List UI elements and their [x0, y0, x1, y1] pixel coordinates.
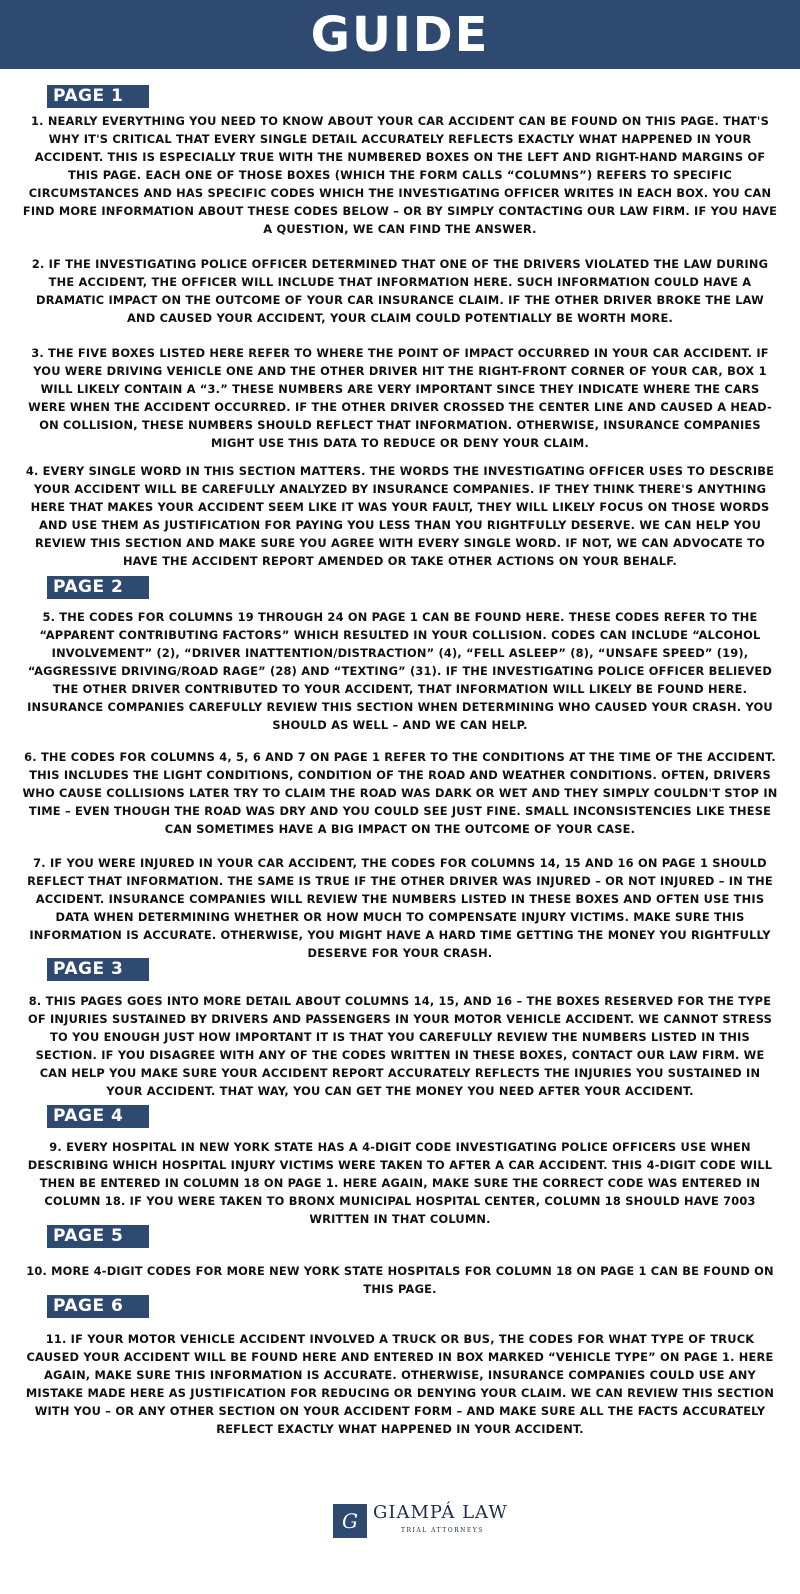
- giampa-law-logo: [333, 1502, 508, 1542]
- paragraph-6: 6. THE CODES FOR COLUMNS 4, 5, 6 AND 7 ON PAGE 1 REFER TO THE CONDITIONS AT THE TIME OF THE ACCIDENT. THIS INCLUDES THE LIGHT CONDITIONS, CONDITION OF THE ROAD AND WEATHER CONDITIONS. OFTEN, DRIVERS WHO CAUSE COLLISIONS LATER TRY TO CLAIM THE ROAD WAS DARK OR WET AND THEY SIMPLY COULDN'T STOP IN TIME – EVEN THOUGH THE ROAD WAS DRY AND YOU COULD SEE JUST FINE. SMALL INCONSISTENCIES LIKE THESE CAN SOMETIMES HAVE A BIG IMPACT ON THE OUTCOME OF YOUR CASE.: [22, 750, 778, 836]
- guide-header: [0, 0, 800, 69]
- paragraph-11: 11. IF YOUR MOTOR VEHICLE ACCIDENT INVOLVED A TRUCK OR BUS, THE CODES FOR WHAT TYPE OF TRUCK CAUSED YOUR ACCIDENT WILL BE FOUND HERE AND ENTERED IN BOX MARKED “VEHICLE TYPE” ON PAGE 1. HERE AGAIN, MAKE SURE THIS INFORMATION IS ACCURATE. OTHERWISE, INSURANCE COMPANIES COULD USE ANY MISTAKE MADE HERE AS JUSTIFICATION FOR REDUCING OR DENYING YOUR CLAIM. WE CAN REVIEW THIS SECTION WITH YOU – OR ANY OTHER SECTION ON YOUR ACCIDENT FORM – AND MAKE SURE ALL THE FACTS ACCURATELY REFLECT EXACTLY WHAT HAPPENED IN YOUR ACCIDENT.: [25, 1332, 775, 1436]
- paragraph-5: 5. THE CODES FOR COLUMNS 19 THROUGH 24 ON PAGE 1 CAN BE FOUND HERE. THESE CODES REFER TO THE “APPARENT CONTRIBUTING FACTORS” WHICH RESULTED IN YOUR COLLISION. CODES CAN INCLUDE “ALCOHOL INVOLVEMENT” (2), “DRIVER INATTENTION/DISTRACTION” (4), “FELL ASLEEP” (8), “UNSAFE SPEED” (19), “AGGRESSIVE DRIVING/ROAD RAGE” (28) AND “TEXTING” (31). IF THE INVESTIGATING POLICE OFFICER BELIEVED THE OTHER DRIVER CONTRIBUTED TO YOUR ACCIDENT, THAT INFORMATION WILL LIKELY BE FOUND HERE. INSURANCE COMPANIES CAREFULLY REVIEW THIS SECTION WHEN DETERMINING WHO CAUSED YOUR CRASH. YOU SHOULD AS WELL – AND WE CAN HELP.: [27, 610, 773, 732]
- section-label-page-3: PAGE 3: [47, 958, 149, 981]
- section-label-page-6: PAGE 6: [47, 1295, 149, 1318]
- section-label-page-4: PAGE 4: [47, 1105, 149, 1128]
- page-title: GUIDE: [310, 6, 490, 63]
- logo-tagline: TRIAL ATTORNEYS: [401, 1527, 484, 1534]
- paragraph-9: 9. EVERY HOSPITAL IN NEW YORK STATE HAS A 4-DIGIT CODE INVESTIGATING POLICE OFFICERS USE WHEN DESCRIBING WHICH HOSPITAL INJURY VICTIMS WERE TAKEN TO AFTER A CAR ACCIDENT. THIS 4-DIGIT CODE WILL THEN BE ENTERED IN COLUMN 18 ON PAGE 1. HERE AGAIN, MAKE SURE THE CORRECT CODE WAS ENTERED IN COLUMN 18. IF YOU WERE TAKEN TO BRONX MUNICIPAL HOSPITAL CENTER, COLUMN 18 SHOULD HAVE 7003 WRITTEN IN THAT COLUMN.: [27, 1140, 773, 1226]
- section-label-page-5: PAGE 5: [47, 1225, 149, 1248]
- logo-name: GIAMPÁ LAW: [373, 1502, 508, 1523]
- monogram-icon: G: [333, 1504, 367, 1538]
- paragraph-7: 7. IF YOU WERE INJURED IN YOUR CAR ACCIDENT, THE CODES FOR COLUMNS 14, 15 AND 16 ON PAGE 1 SHOULD REFLECT THAT INFORMATION. THE SAME IS TRUE IF THE OTHER DRIVER WAS INJURED – OR NOT INJURED – IN THE ACCIDENT. INSURANCE COMPANIES WILL REVIEW THE NUMBERS LISTED IN THESE BOXES AND OFTEN USE THIS DATA WHEN DETERMINING WHETHER OR HOW MUCH TO COMPENSATE INJURY VICTIMS. MAKE SURE THIS INFORMATION IS ACCURATE. OTHERWISE, YOU MIGHT HAVE A HARD TIME GETTING THE MONEY YOU RIGHTFULLY DESERVE FOR YOUR CRASH.: [27, 856, 773, 960]
- section-label-page-1: PAGE 1: [47, 85, 149, 108]
- paragraph-3: 3. THE FIVE BOXES LISTED HERE REFER TO WHERE THE POINT OF IMPACT OCCURRED IN YOUR CAR ACCIDENT. IF YOU WERE DRIVING VEHICLE ONE AND THE OTHER DRIVER HIT THE RIGHT-FRONT CORNER OF YOUR CAR, BOX 1 WILL LIKELY CONTAIN A “3.” THESE NUMBERS ARE VERY IMPORTANT SINCE THEY INDICATE WHERE THE CARS WERE WHEN THE ACCIDENT OCCURRED. IF THE OTHER DRIVER CROSSED THE CENTER LINE AND CAUSED A HEAD-ON COLLISION, THESE NUMBERS SHOULD REFLECT THAT INFORMATION. OTHERWISE, INSURANCE COMPANIES MIGHT USE THIS DATA TO REDUCE OR DENY YOUR CLAIM.: [28, 346, 772, 450]
- paragraph-4: 4. EVERY SINGLE WORD IN THIS SECTION MATTERS. THE WORDS THE INVESTIGATING OFFICER USES TO DESCRIBE YOUR ACCIDENT WILL BE CAREFULLY ANALYZED BY INSURANCE COMPANIES. IF THEY THINK THERE'S ANYTHING HERE THAT MAKES YOUR ACCIDENT SEEM LIKE IT WAS YOUR FAULT, THEY WILL LIKELY FOCUS ON THOSE WORDS AND USE THEM AS JUSTIFICATION FOR PAYING YOU LESS THAN YOU RIGHTFULLY DESERVE. WE CAN HELP YOU REVIEW THIS SECTION AND MAKE SURE YOU AGREE WITH EVERY SINGLE WORD. IF NOT, WE CAN ADVOCATE TO HAVE THE ACCIDENT REPORT AMENDED OR TAKE OTHER ACTIONS ON YOUR BEHALF.: [25, 464, 775, 568]
- section-label-page-2: PAGE 2: [47, 576, 149, 599]
- paragraph-2: 2. IF THE INVESTIGATING POLICE OFFICER DETERMINED THAT ONE OF THE DRIVERS VIOLATED THE LAW DURING THE ACCIDENT, THE OFFICER WILL INCLUDE THAT INFORMATION HERE. SUCH INFORMATION COULD HAVE A DRAMATIC IMPACT ON THE OUTCOME OF YOUR CAR INSURANCE CLAIM. IF THE OTHER DRIVER BROKE THE LAW AND CAUSED YOUR ACCIDENT, YOUR CLAIM COULD POTENTIALLY BE WORTH MORE.: [31, 257, 769, 325]
- paragraph-10: 10. MORE 4-DIGIT CODES FOR MORE NEW YORK STATE HOSPITALS FOR COLUMN 18 ON PAGE 1 CAN BE FOUND ON THIS PAGE.: [26, 1264, 774, 1296]
- paragraph-8: 8. THIS PAGES GOES INTO MORE DETAIL ABOUT COLUMNS 14, 15, AND 16 – THE BOXES RESERVED FOR THE TYPE OF INJURIES SUSTAINED BY DRIVERS AND PASSENGERS IN YOUR MOTOR VEHICLE ACCIDENT. WE CANNOT STRESS TO YOU ENOUGH JUST HOW IMPORTANT IT IS THAT YOU CAREFULLY REVIEW THE NUMBERS LISTED IN THIS SECTION. IF YOU DISAGREE WITH ANY OF THE CODES WRITTEN IN THESE BOXES, CONTACT OUR LAW FIRM. WE CAN HELP YOU MAKE SURE YOUR ACCIDENT REPORT ACCURATELY REFLECTS THE INJURIES YOU SUSTAINED IN YOUR ACCIDENT. THAT WAY, YOU CAN GET THE MONEY YOU NEED AFTER YOUR ACCIDENT.: [27, 994, 773, 1098]
- paragraph-1: 1. NEARLY EVERYTHING YOU NEED TO KNOW ABOUT YOUR CAR ACCIDENT CAN BE FOUND ON THIS PAGE. THAT'S WHY IT'S CRITICAL THAT EVERY SINGLE DETAIL ACCURATELY REFLECTS EXACTLY WHAT HAPPENED IN YOUR ACCIDENT. THIS IS ESPECIALLY TRUE WITH THE NUMBERED BOXES ON THE LEFT AND RIGHT-HAND MARGINS OF THIS PAGE. EACH ONE OF THOSE BOXES (WHICH THE FORM CALLS “COLUMNS”) REFERS TO SPECIFIC CIRCUMSTANCES AND HAS SPECIFIC CODES WHICH THE INVESTIGATING OFFICER WRITES IN EACH BOX. YOU CAN FIND MORE INFORMATION ABOUT THESE CODES BELOW – OR BY SIMPLY CONTACTING OUR LAW FIRM. IF YOU HAVE A QUESTION, WE CAN FIND THE ANSWER.: [22, 114, 778, 236]
